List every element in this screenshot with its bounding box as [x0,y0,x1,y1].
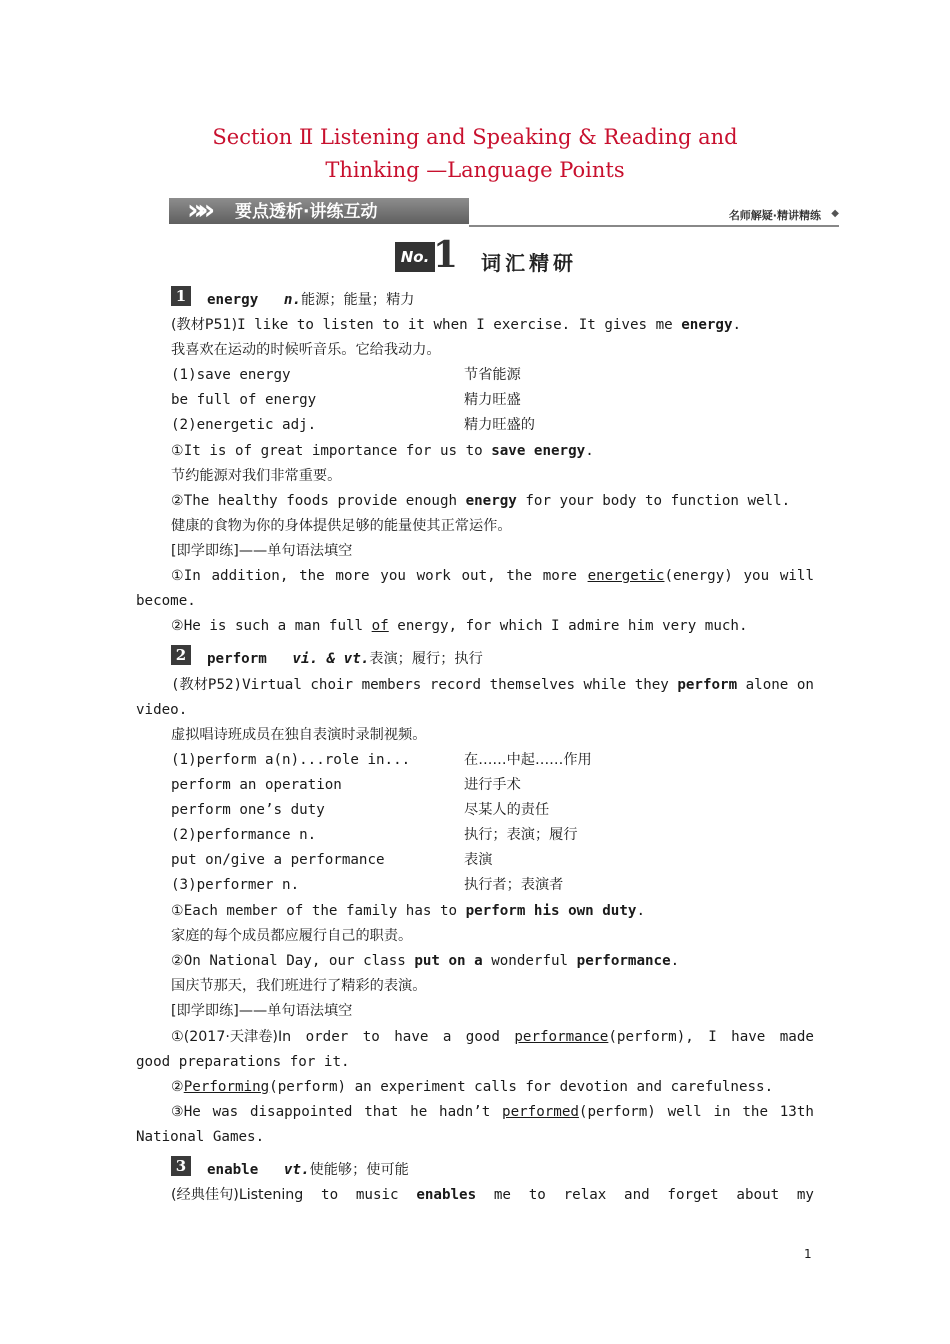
example-sentence: ②The healthy foods provide enough energy for your body to function well. [171,493,791,509]
textbook-example-cont: video. [136,702,188,718]
practice-question: ③He was disappointed that he hadn’t performed(perform) well in the 13th [171,1104,814,1120]
phrase-zh: 进行手术 [464,777,521,793]
classic-example: (经典佳句)Listening to music enables me to relax and forget about my [171,1187,814,1203]
part-of-speech: n. [283,292,301,308]
document-title-line-1: Section Ⅱ Listening and Speaking & Reading and [212,125,738,149]
phrase-en: (1)perform a(n)...role in... [171,752,411,768]
item-headword [207,649,483,669]
example-translation: 国庆节那天，我们班进行了精彩的表演。 [171,978,427,994]
example-sentence: ①It is of great importance for us to save energy. [171,443,594,459]
example-translation: 虚拟唱诗班成员在独自表演时录制视频。 [171,727,427,743]
item-headword [207,1160,409,1180]
example-translation: 我喜欢在运动的时候听音乐。它给我动力。 [171,342,441,358]
phrase-zh: 尽某人的责任 [464,802,550,818]
section-banner [169,194,839,228]
example-sentence: ②On National Day, our class put on a wonderful performance. [171,953,680,969]
practice-heading: [即学即练]——单句语法填空 [171,1003,353,1019]
item-number-badge: 1 [171,286,191,306]
example-translation: 健康的食物为你的身体提供足够的能量使其正常运作。 [171,518,512,534]
practice-question: ①(2017·天津卷)In order to have a good performance(perform), I have made [171,1029,814,1045]
phrase-zh: 表演 [464,852,493,868]
phrase-zh: 执行；表演；履行 [464,827,578,843]
item-headword [207,290,414,310]
phrase-zh: 执行者；表演者 [464,877,564,893]
textbook-example: (教材P51)I like to listen to it when I exercise. It gives me energy. [171,317,742,333]
example-translation: 节约能源对我们非常重要。 [171,468,342,484]
phrase-en: (2)performance n. [171,827,317,843]
phrase-zh: 在……中起……作用 [464,752,592,768]
banner-divider [469,225,839,227]
diamond-icon: ◆ [831,208,839,219]
textbook-example: (教材P52)Virtual choir members record themselves while they perform alone on [171,677,814,693]
phrase-en: perform an operation [171,777,342,793]
phrase-en: (2)energetic adj. [171,417,317,433]
practice-question: ②He is such a man full of energy, for which I admire him very much. [171,618,748,634]
meaning: 使能够；使可能 [309,1162,409,1178]
practice-heading: [即学即练]——单句语法填空 [171,543,353,559]
practice-question-cont: National Games. [136,1129,265,1145]
item-number-badge: 2 [171,645,191,665]
double-chevron-icon: »» [187,193,208,226]
phrase-en: (3)performer n. [171,877,300,893]
practice-question-cont: good preparations for it. [136,1054,350,1070]
headword: enable [207,1162,259,1178]
practice-question: ②Performing(perform) an experiment calls for devotion and carefulness. [171,1079,774,1095]
document-title-line-2: Thinking —Language Points [325,158,625,182]
practice-question-cont: become. [136,593,196,609]
example-sentence: ①Each member of the family has to perform his own duty. [171,903,645,919]
section-number: 1 [433,234,459,276]
phrase-en: (1)save energy [171,367,291,383]
meaning: 表演；履行；执行 [369,651,483,667]
headword: energy [207,292,259,308]
meaning: 能源；能量；精力 [300,292,415,308]
example-translation: 家庭的每个成员都应履行自己的职责。 [171,928,413,944]
phrase-en: put on/give a performance [171,852,385,868]
part-of-speech: vi. & vt. [292,651,370,667]
item-number-badge: 3 [171,1156,191,1176]
phrase-zh: 节省能源 [464,367,521,383]
banner-left-text: 要点透析·讲练互动 [235,202,378,222]
part-of-speech: vt. [283,1162,310,1178]
banner-right-text: 名师解疑·精讲精练 [728,209,821,222]
section-name: 词汇精研 [481,251,577,275]
phrase-en: perform one’s duty [171,802,325,818]
practice-question: ①In addition, the more you work out, the more energetic(energy) you will [171,568,814,584]
headword: perform [207,651,267,667]
phrase-zh: 精力旺盛的 [464,417,535,433]
phrase-zh: 精力旺盛 [464,392,521,408]
page-number: 1 [804,1247,812,1261]
phrase-en: be full of energy [171,392,317,408]
section-no-badge: No. [395,242,435,272]
